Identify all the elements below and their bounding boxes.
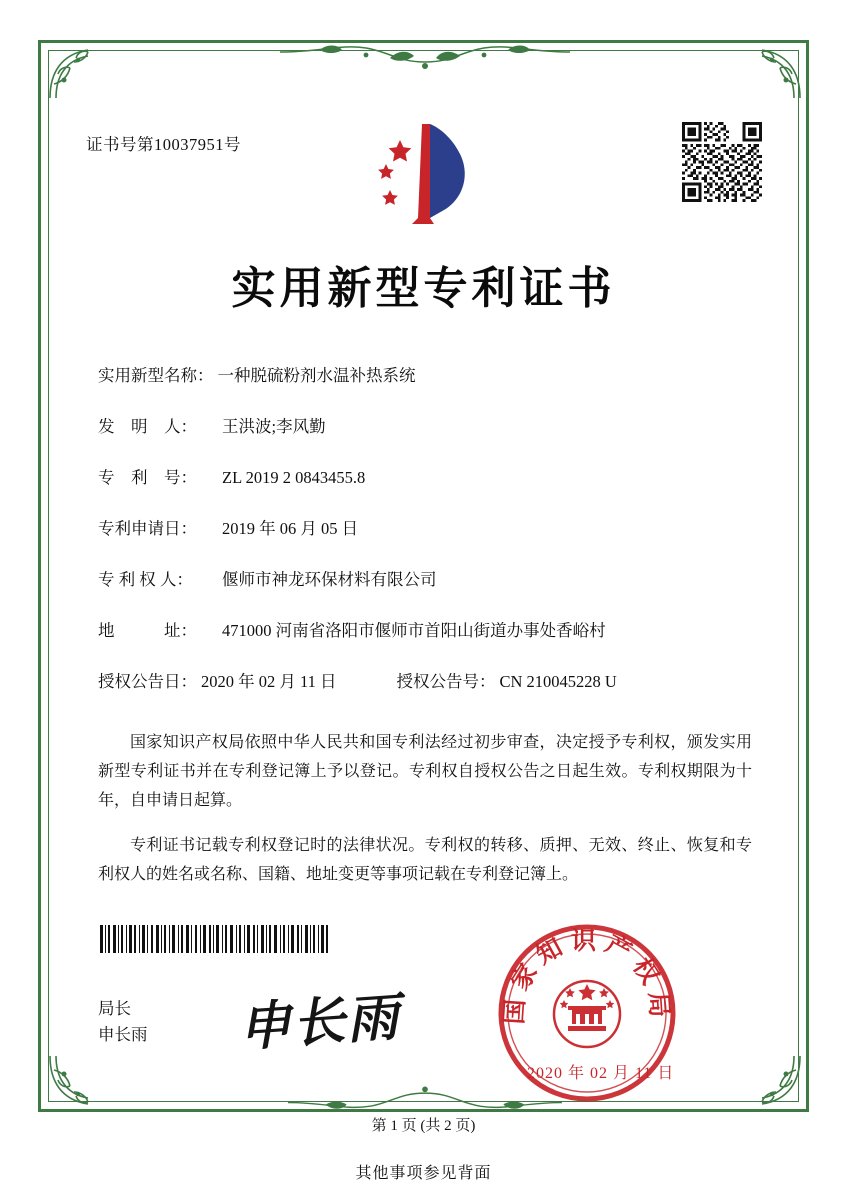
corner-ornament-icon: [44, 44, 114, 104]
grant-date-value: 2020 年 02 月 11 日: [201, 672, 337, 691]
field-value: 2019 年 06 月 05 日: [222, 519, 359, 538]
field-label: 发 明 人：: [98, 417, 197, 436]
paragraph-1: 国家知识产权局依照中华人民共和国专利法经过初步审查，决定授予专利权，颁发实用新型专利证书并在专利登记簿上予以登记。专利权自授权公告之日起生效。专利权期限为十年，自申请日起算。: [98, 734, 752, 809]
page-number: 第 1 页 (共 2 页): [371, 1118, 476, 1134]
grant-date-label: 授权公告日：: [98, 672, 197, 691]
corner-ornament-icon: [736, 44, 806, 104]
director-title-label: 局长: [98, 999, 131, 1018]
field-row-application-date: [98, 515, 758, 539]
field-row-invention-name: [98, 362, 758, 386]
grant-number-label: 授权公告号：: [396, 672, 496, 691]
field-row-patent-number: [98, 464, 758, 488]
cnipa-logo-icon: [360, 118, 480, 228]
top-vine-ornament-icon: [280, 42, 570, 78]
field-value: ZL 2019 2 0843455.8: [222, 468, 366, 487]
field-label: 专 利 号：: [98, 468, 197, 487]
grant-number-value: CN 210045228 U: [499, 672, 617, 691]
field-label: 专利申请日：: [98, 519, 197, 538]
field-label: 实用新型名称：: [98, 366, 214, 385]
field-row-patentee: [98, 566, 758, 590]
seal-date: 2020 年 02 月 11 日: [527, 1065, 675, 1082]
corner-ornament-icon: [736, 1050, 806, 1110]
corner-ornament-icon: [44, 1050, 114, 1110]
certificate-fields: [98, 362, 758, 719]
field-value: 偃师市神龙环保材料有限公司: [222, 570, 437, 589]
field-row-address: [98, 617, 758, 641]
barcode: [100, 925, 328, 953]
signature-block: [98, 996, 148, 1048]
svg-text:国家知识产权局: 国家知识产权局: [499, 926, 675, 1026]
page-title: 实用新型专利证书: [231, 263, 616, 314]
certificate-number: 证书号第10037951号: [86, 135, 241, 154]
legal-text: [98, 712, 752, 897]
footnote: 其他事项参见背面: [355, 1165, 492, 1182]
qr-code: [682, 122, 762, 202]
field-value: 一种脱硫粉剂水温补热系统: [217, 366, 416, 385]
paragraph-2: 专利证书记载专利权登记时的法律状况。专利权的转移、质押、无效、终止、恢复和专利权人的姓名或名称、国籍、地址变更等事项记载在专利登记簿上。: [98, 837, 752, 883]
field-value: 471000 河南省洛阳市偃师市首阳山街道办事处香峪村: [222, 621, 606, 640]
handwritten-signature: 申长雨: [236, 986, 403, 1059]
field-row-inventor: [98, 413, 758, 437]
director-name-label: 申长雨: [98, 1025, 148, 1044]
field-label: 地 址：: [98, 621, 197, 640]
field-value: 王洪波;李风勤: [222, 417, 326, 436]
field-row-grant-announcement: [98, 668, 758, 692]
field-label: 专 利 权 人：: [98, 570, 193, 589]
